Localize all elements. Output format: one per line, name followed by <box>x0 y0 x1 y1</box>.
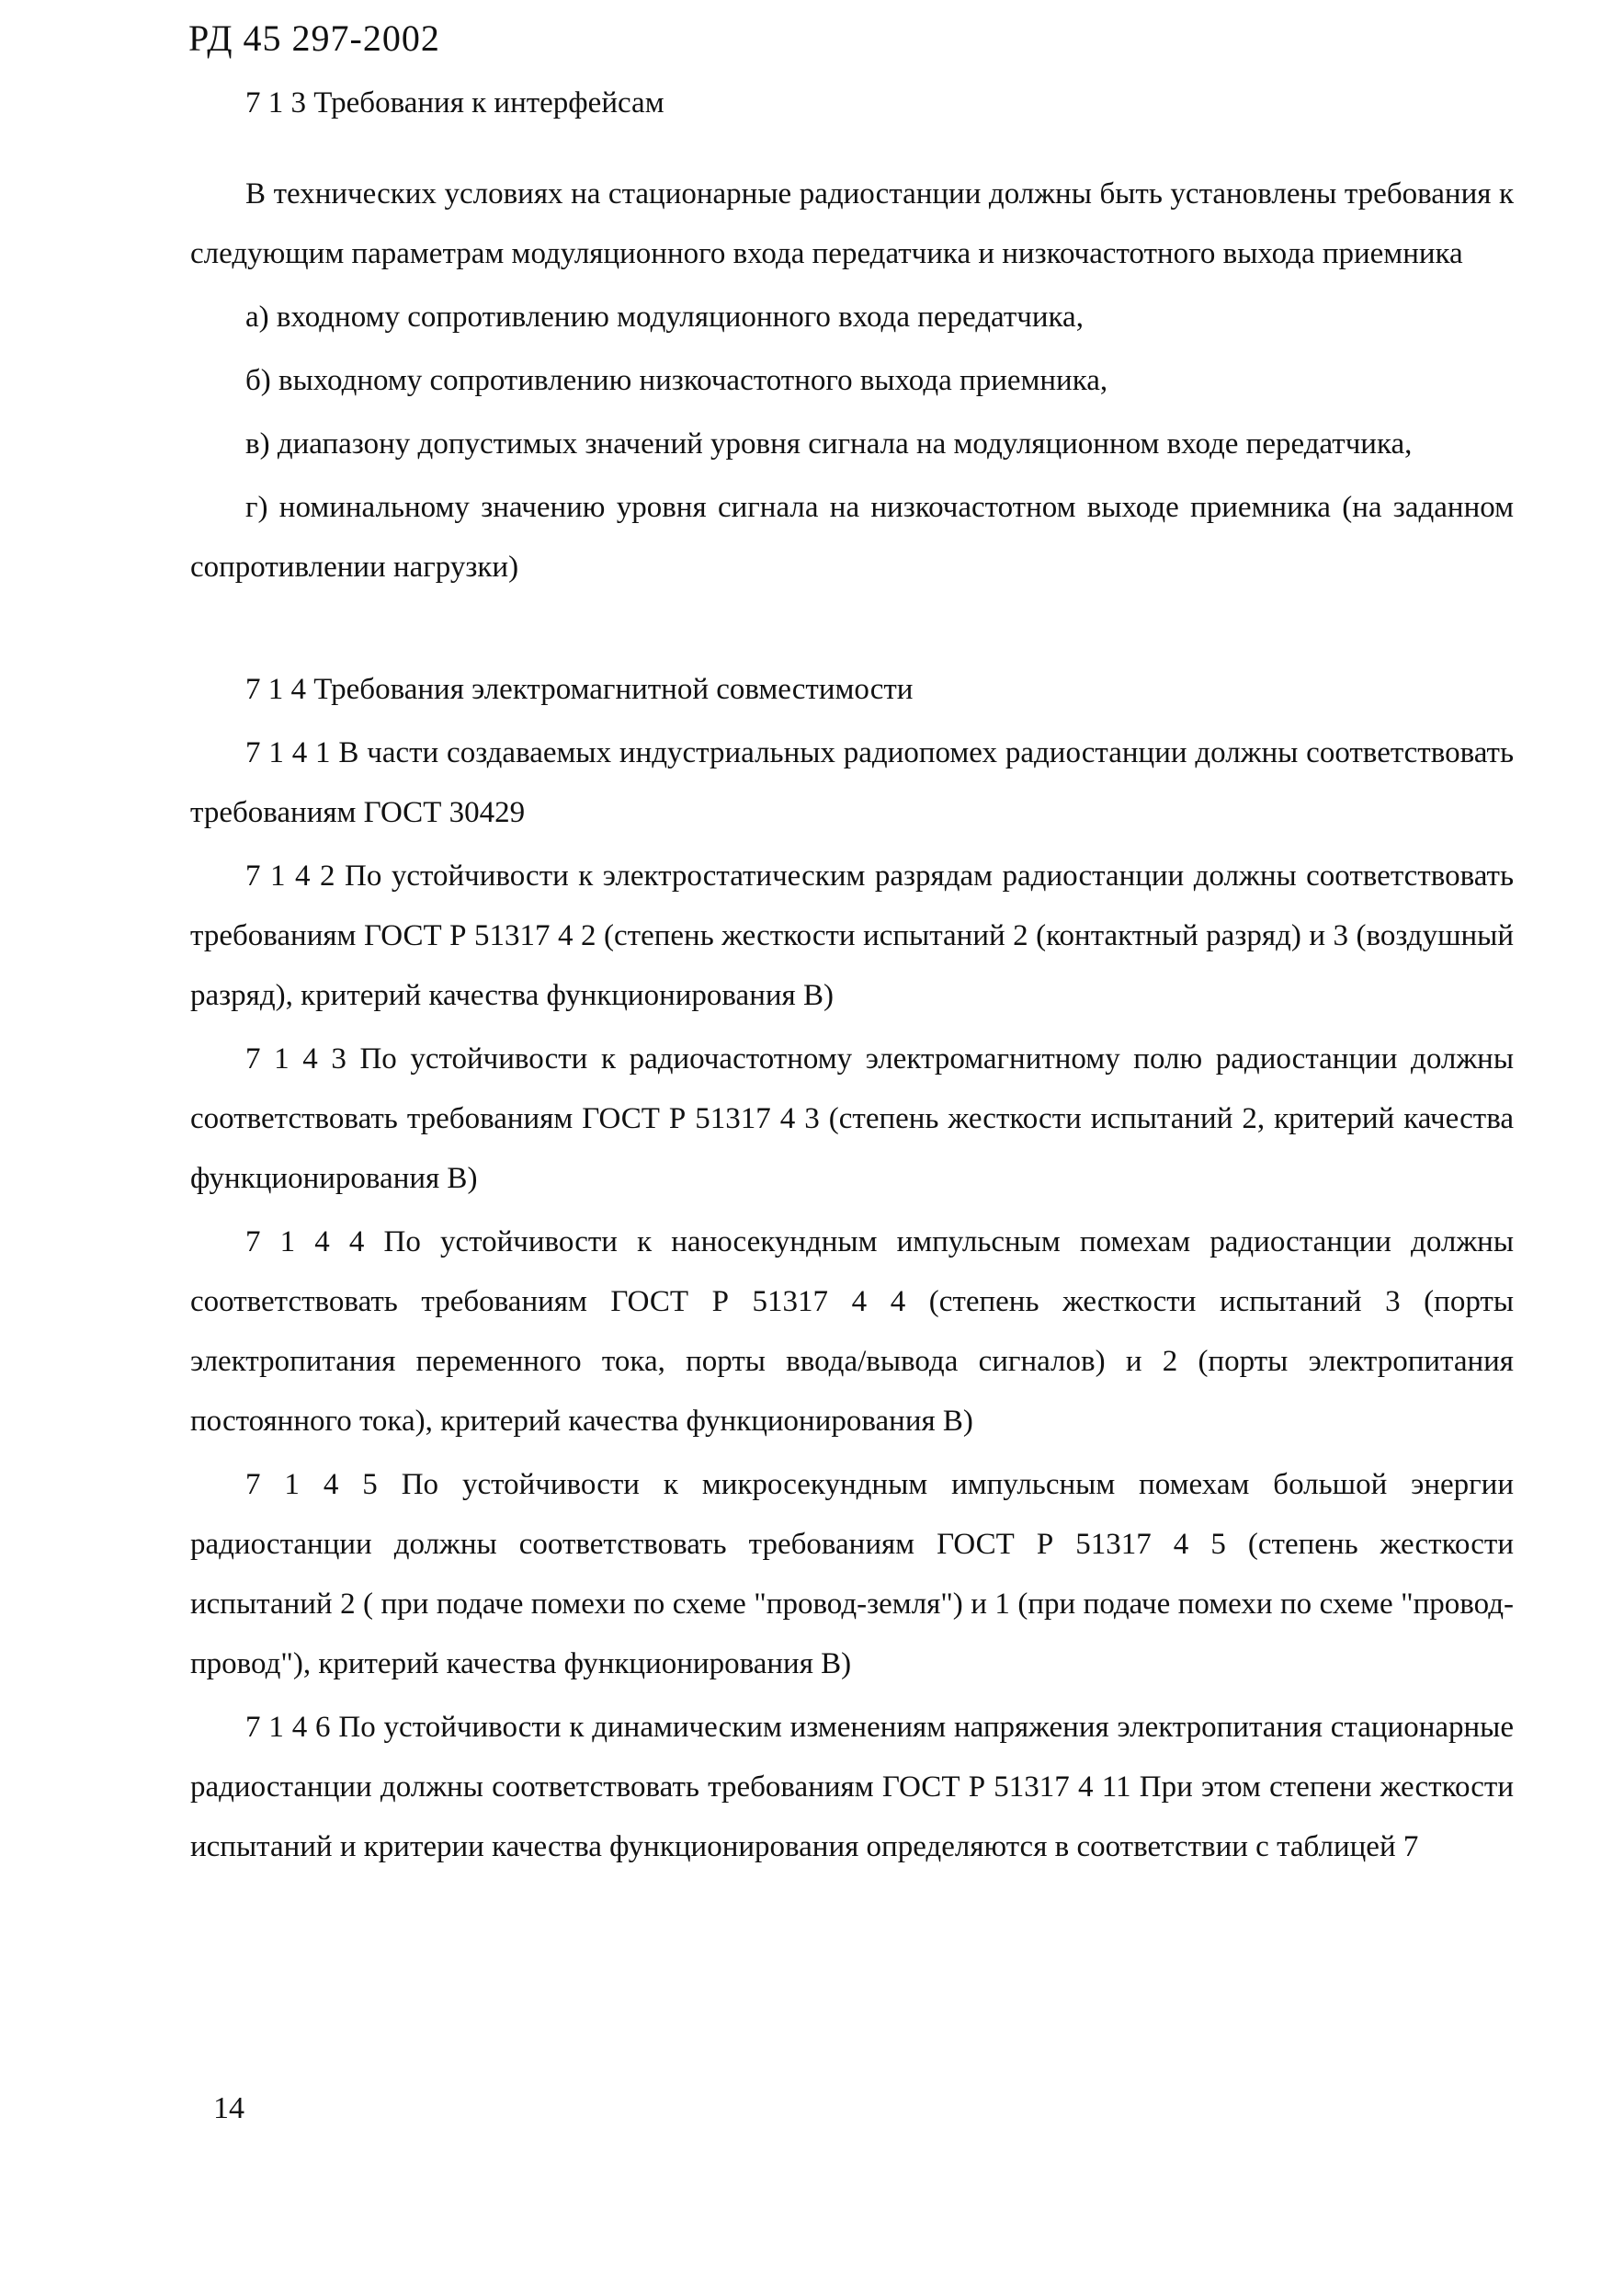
section-intro-paragraph: В технических условиях на стационарные радиостанции должны быть установлены требования к следующим параметрам модуляционного входа передатчика и низкочастотного выхода приемника <box>190 177 1514 270</box>
list-item-a: а) входному сопротивлению модуляционного входа передатчика, <box>245 301 1084 334</box>
list-item-b: б) выходному сопротивлению низкочастотного выхода приемника, <box>245 364 1108 397</box>
paragraph-7-1-4-6: 7 1 4 6 По устойчивости к динамическим изменениям напряжения электропитания стационарные радиостанции должны соответствовать требованиям ГОСТ Р 51317 4 11 При этом степени жесткости испытаний и критерии качества функционирования определяются в соответствии с таблицей 7 <box>190 1711 1514 1863</box>
list-item-g: г) номинальному значению уровня сигнала на низкочастотном выходе приемника (на заданном сопротивлении нагрузки) <box>190 491 1514 584</box>
page-body <box>190 74 1514 1877</box>
paragraph-7-1-4-2: 7 1 4 2 По устойчивости к электростатическим разрядам радиостанции должны соответствовать требованиям ГОСТ Р 51317 4 2 (степень жесткости испытаний 2 (контактный разряд) и 3 (воздушный разряд), критерий качества функционирования В) <box>190 859 1514 1012</box>
section-title-7-1-3: 7 1 3 Требования к интерфейсам <box>245 86 664 120</box>
paragraph-7-1-4-5: 7 1 4 5 По устойчивости к микросекундным импульсным помехам большой энергии радиостанции должны соответствовать требованиям ГОСТ Р 51317 4 5 (степень жесткости испытаний 2 ( при подаче помехи по схеме "провод-земля") и 1 (при подаче помехи по схеме "провод-провод"), критерий качества функционирования В) <box>190 1468 1514 1680</box>
list-item-v: в) диапазону допустимых значений уровня сигнала на модуляционном входе передатчика, <box>245 427 1413 461</box>
paragraph-7-1-4-3: 7 1 4 3 По устойчивости к радиочастотному электромагнитному полю радиостанции должны соответствовать требованиям ГОСТ Р 51317 4 3 (степень жесткости испытаний 2, критерий качества функционирования В) <box>190 1042 1514 1195</box>
paragraph-7-1-4-4: 7 1 4 4 По устойчивости к наносекундным импульсным помехам радиостанции должны соответствовать требованиям ГОСТ Р 51317 4 4 (степень жесткости испытаний 3 (порты электропитания переменного тока, порты ввода/вывода сигналов) и 2 (порты электропитания постоянного тока), критерий качества функционирования В) <box>190 1225 1514 1438</box>
document-header: РД 45 297-2002 <box>188 17 440 59</box>
section-title-7-1-4: 7 1 4 Требования электромагнитной совместимости <box>245 673 914 706</box>
page-number: 14 <box>213 2091 244 2125</box>
paragraph-7-1-4-1: 7 1 4 1 В части создаваемых индустриальных радиопомех радиостанции должны соответствовать требованиям ГОСТ 30429 <box>190 736 1514 829</box>
